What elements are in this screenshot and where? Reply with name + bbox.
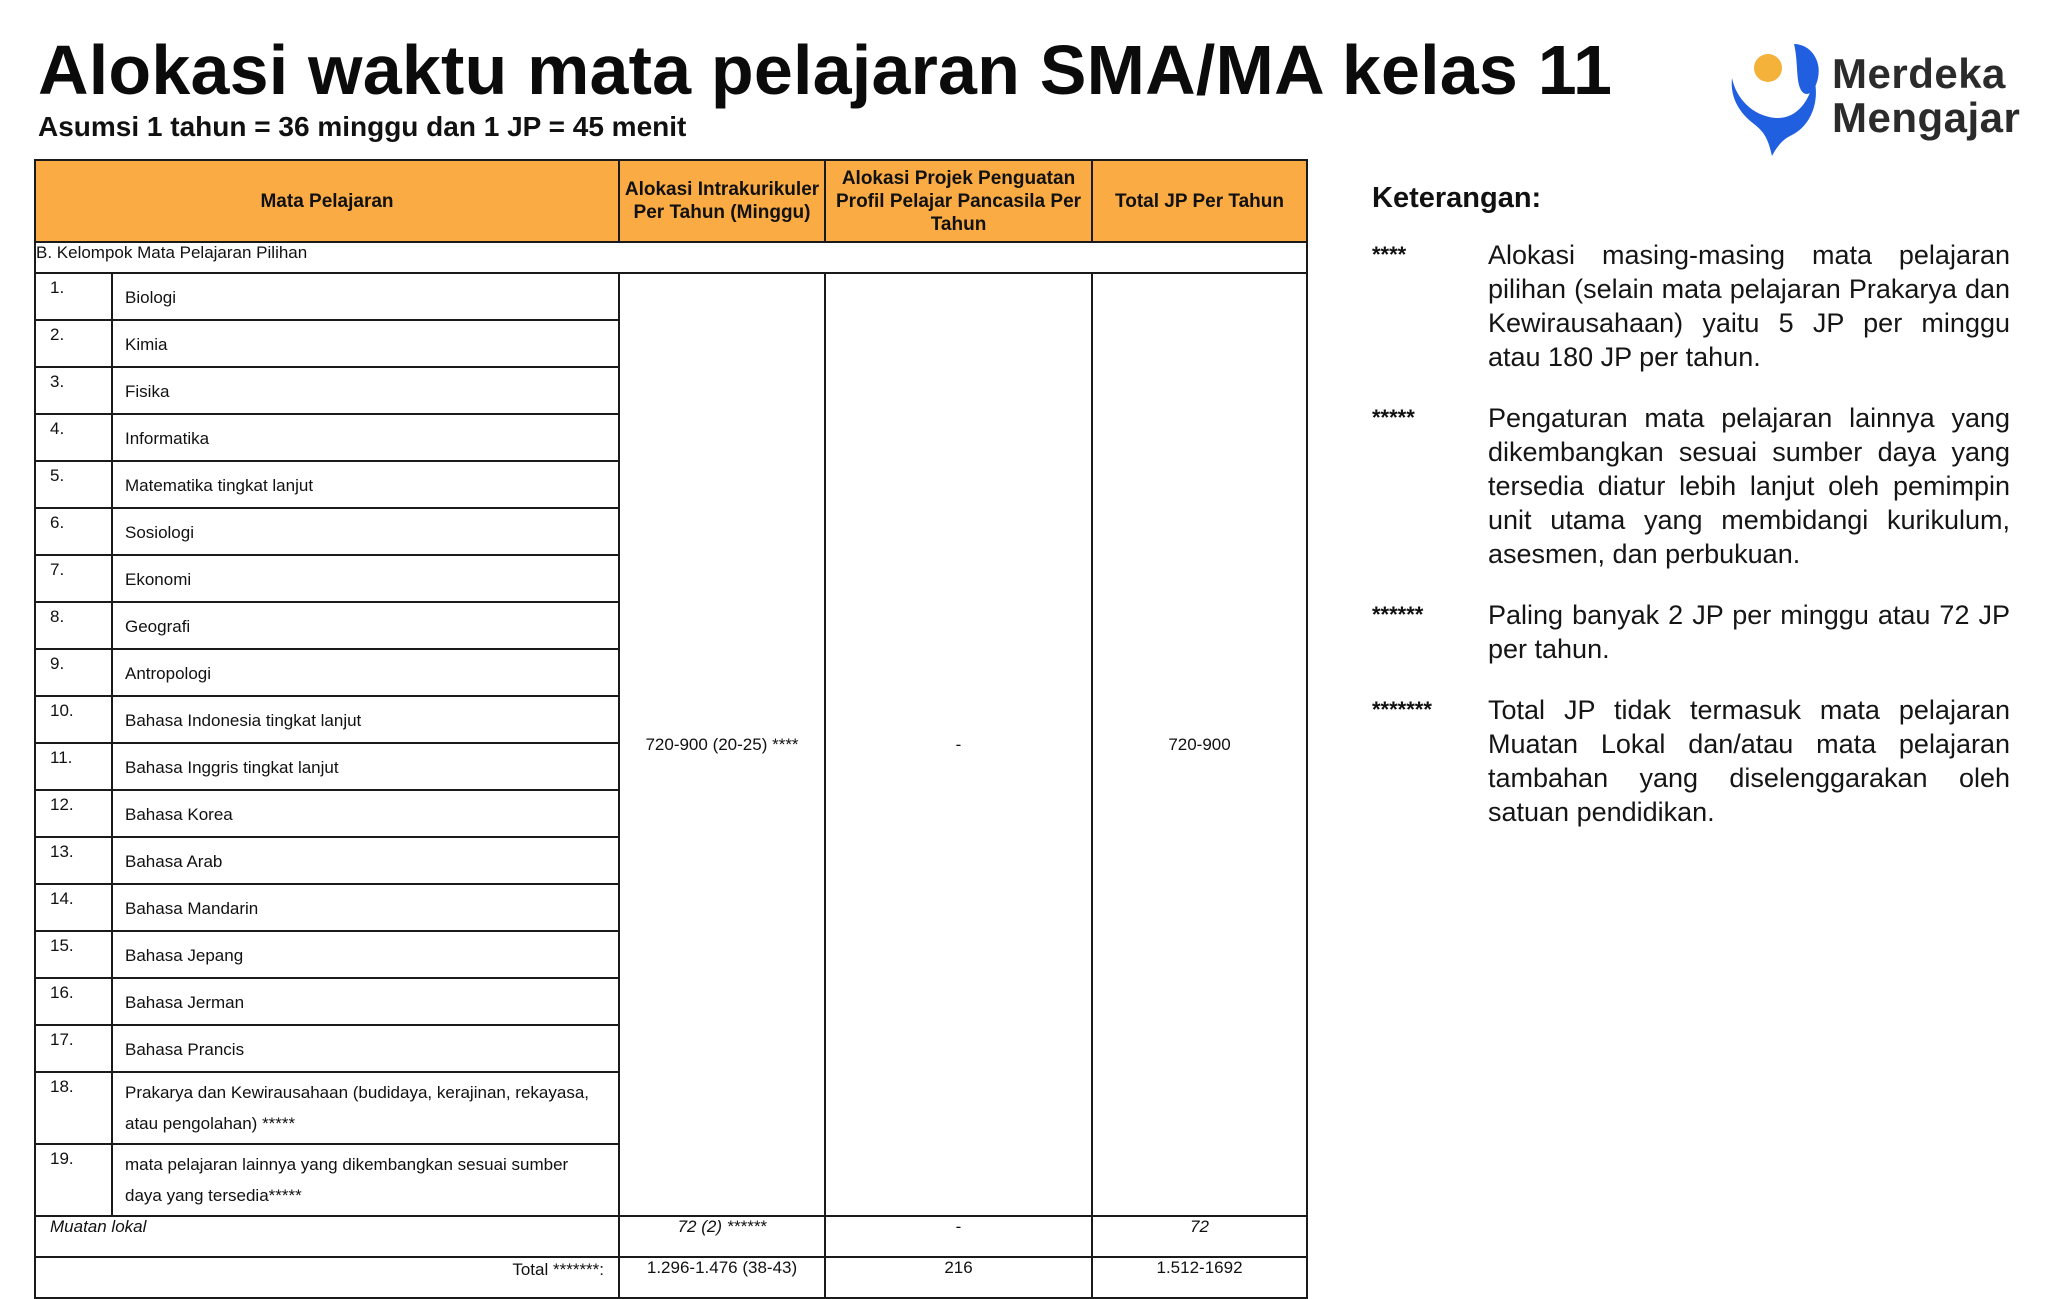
- note-mark: ******: [1372, 602, 1424, 627]
- note-item: [1372, 693, 2010, 829]
- note-text: Alokasi masing-masing mata pelajaran pilihan (selain mata pelajaran Prakarya dan Kewirausahaan) yaitu 5 JP per minggu atau 180 JP per tahun.: [1488, 240, 2010, 372]
- row-number: 8.: [35, 602, 112, 649]
- row-number: 15.: [35, 931, 112, 978]
- row-subject-line: mata pelajaran lainnya yang dikembangkan sesuai sumber: [125, 1155, 569, 1174]
- keterangan-panel: [1372, 180, 2010, 856]
- row-subject: Biologi: [112, 273, 619, 320]
- muatan-intra: 72 (2) ******: [619, 1216, 825, 1257]
- row-number: 18.: [35, 1072, 112, 1144]
- total-label: Total *******:: [35, 1257, 619, 1298]
- merdeka-mengajar-logo: [1724, 38, 2044, 158]
- row-subject: [112, 1144, 619, 1216]
- logo-mark-icon: [1724, 38, 1828, 156]
- row-number: 7.: [35, 555, 112, 602]
- header-subject: Mata Pelajaran: [35, 160, 619, 242]
- row-number: 5.: [35, 461, 112, 508]
- total-projek: 216: [825, 1257, 1092, 1298]
- muatan-projek: -: [825, 1216, 1092, 1257]
- note-item: [1372, 598, 2010, 666]
- total-intra: 1.296-1.476 (38-43): [619, 1257, 825, 1298]
- row-subject-line: daya yang tersedia*****: [125, 1186, 302, 1205]
- group-row: [35, 242, 1307, 273]
- row-number: 19.: [35, 1144, 112, 1216]
- row-subject: Fisika: [112, 367, 619, 414]
- row-number: 10.: [35, 696, 112, 743]
- muatan-total: 72: [1092, 1216, 1307, 1257]
- row-subject: Sosiologi: [112, 508, 619, 555]
- row-number: 11.: [35, 743, 112, 790]
- logo-line-2: Mengajar: [1832, 94, 2021, 141]
- table-row: [35, 273, 1307, 320]
- row-subject: Informatika: [112, 414, 619, 461]
- header-projek: Alokasi Projek Penguatan Profil Pelajar Pancasila Per Tahun: [825, 160, 1092, 242]
- note-item: [1372, 401, 2010, 571]
- row-number: 3.: [35, 367, 112, 414]
- row-number: 17.: [35, 1025, 112, 1072]
- row-subject: Kimia: [112, 320, 619, 367]
- row-subject: [112, 1072, 619, 1144]
- row-number: 13.: [35, 837, 112, 884]
- row-subject-line: atau pengolahan) *****: [125, 1114, 296, 1133]
- note-mark: *******: [1372, 697, 1432, 722]
- merged-intra-value: 720-900 (20-25) ****: [619, 273, 825, 1216]
- logo-wordmark: [1832, 52, 2020, 140]
- row-number: 9.: [35, 649, 112, 696]
- page-subtitle: Asumsi 1 tahun = 36 minggu dan 1 JP = 45 menit: [38, 111, 687, 142]
- total-total: 1.512-1692: [1092, 1257, 1307, 1298]
- row-number: 1.: [35, 273, 112, 320]
- group-label: B. Kelompok Mata Pelajaran Pilihan: [35, 242, 1307, 273]
- note-item: [1372, 238, 2010, 374]
- row-subject: Bahasa Korea: [112, 790, 619, 837]
- note-text: Total JP tidak termasuk mata pelajaran Muatan Lokal dan/atau mata pelajaran tambahan yang diselenggarakan oleh satuan pendidikan.: [1488, 695, 2010, 827]
- row-number: 6.: [35, 508, 112, 555]
- total-row: [35, 1257, 1307, 1298]
- header-total: Total JP Per Tahun: [1092, 160, 1307, 242]
- row-subject: Bahasa Prancis: [112, 1025, 619, 1072]
- muatan-label: Muatan lokal: [35, 1216, 619, 1257]
- merged-total-value: 720-900: [1092, 273, 1307, 1216]
- row-number: 4.: [35, 414, 112, 461]
- row-number: 12.: [35, 790, 112, 837]
- row-subject: Matematika tingkat lanjut: [112, 461, 619, 508]
- row-subject-line: Prakarya dan Kewirausahaan (budidaya, kerajinan, rekayasa,: [125, 1083, 589, 1102]
- note-mark: ****: [1372, 242, 1407, 267]
- allocation-table: [34, 159, 1308, 1299]
- row-subject: Antropologi: [112, 649, 619, 696]
- row-subject: Ekonomi: [112, 555, 619, 602]
- logo-line-1: Merdeka: [1832, 50, 2006, 97]
- row-subject: Bahasa Mandarin: [112, 884, 619, 931]
- muatan-lokal-row: [35, 1216, 1307, 1257]
- row-number: 16.: [35, 978, 112, 1025]
- note-text: Pengaturan mata pelajaran lainnya yang dikembangkan sesuai sumber daya yang tersedia diatur lebih lanjut oleh pemimpin unit utama yang membidangi kurikulum, asesmen, dan perbukuan.: [1488, 403, 2010, 569]
- note-text: Paling banyak 2 JP per minggu atau 72 JP per tahun.: [1488, 600, 2010, 664]
- row-number: 14.: [35, 884, 112, 931]
- keterangan-title: Keterangan:: [1372, 182, 1542, 214]
- row-subject: Bahasa Jerman: [112, 978, 619, 1025]
- row-subject: Bahasa Inggris tingkat lanjut: [112, 743, 619, 790]
- row-subject: Bahasa Arab: [112, 837, 619, 884]
- header-intra: Alokasi Intrakurikuler Per Tahun (Minggu): [619, 160, 825, 242]
- page-title: Alokasi waktu mata pelajaran SMA/MA kelas 11: [38, 31, 1613, 109]
- row-number: 2.: [35, 320, 112, 367]
- row-subject: Bahasa Jepang: [112, 931, 619, 978]
- note-mark: *****: [1372, 405, 1415, 430]
- merged-projek-value: -: [825, 273, 1092, 1216]
- row-subject: Bahasa Indonesia tingkat lanjut: [112, 696, 619, 743]
- row-subject: Geografi: [112, 602, 619, 649]
- table-header-row: [35, 160, 1307, 242]
